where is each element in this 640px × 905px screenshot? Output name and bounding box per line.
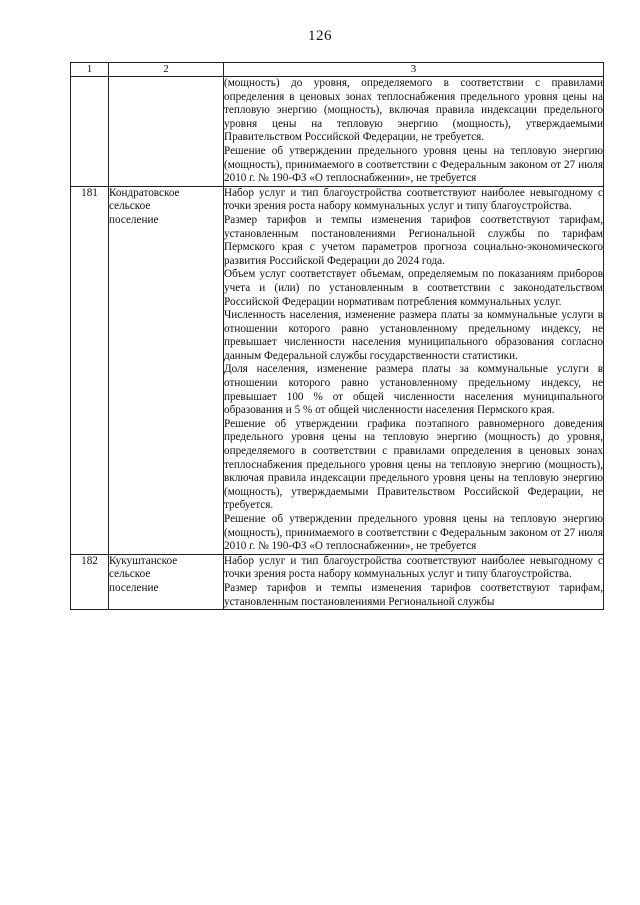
column-header-3: 3 <box>224 63 604 77</box>
conditions-paragraph: Набор услуг и тип благоустройства соответствуют наиболее невыгодному с точки зрения роста набору коммунальных услуг и типу благоустройства. <box>224 186 603 213</box>
municipality-name-line: Кукуштанское <box>109 554 178 567</box>
table-row <box>71 186 604 554</box>
document-table <box>70 62 604 610</box>
table-row <box>71 554 604 609</box>
table-body <box>71 77 604 610</box>
row-number: 181 <box>71 186 109 554</box>
column-header-1: 1 <box>71 63 109 77</box>
conditions-paragraph: Доля населения, изменение размера платы за коммунальные услуги в отношении которого равно установленному предельному индексу, не превышает 100 % от общей численности населения муниципального образования и 5 % от общей численности населения Пермского края. <box>224 363 603 417</box>
municipality-name-line: поселение <box>109 581 159 594</box>
table-row <box>71 77 604 187</box>
conditions-paragraph: Решение об утверждении предельного уровня цены на тепловую энергию (мощность), принимаемого в соответствии с Федеральным законом от 27 июля 2010 г. № 190-ФЗ «О теплоснабжении», не требуется <box>224 144 603 185</box>
row-number: 182 <box>71 554 109 609</box>
conditions-text <box>224 186 604 554</box>
conditions-text <box>224 77 604 187</box>
municipality-name-line: поселение <box>109 213 159 226</box>
conditions-paragraph: Набор услуг и тип благоустройства соответствуют наиболее невыгодному с точки зрения роста набору коммунальных услуг и типу благоустройства. <box>224 554 603 581</box>
conditions-paragraph: Объем услуг соответствует объемам, определяемым по показаниям приборов учета и (или) по установленным в соответствии с законодательством Российской Федерации нормативам потребления коммунальных услуг. <box>224 268 603 308</box>
conditions-paragraph: (мощность) до уровня, определяемого в соответствии с правилами определения в ценовых зонах теплоснабжения предельного уровня цены на тепловую энергию (мощность), включая правила индексации предельного уровня цены на тепловую энергию (мощность), утверждаемыми Правительством Российской Федерации, не требуется. <box>224 77 603 144</box>
row-number <box>71 77 109 187</box>
municipality-name-line: Кондратовское <box>109 186 180 199</box>
table-header-row <box>71 63 604 77</box>
municipality-name <box>109 554 224 609</box>
page-number: 126 <box>308 28 332 44</box>
conditions-paragraph: Размер тарифов и темпы изменения тарифов соответствуют тарифам, установленным постановлениями Региональной службы по тарифам Пермского края с учетом параметров прогноза социально-экономического развития Российской Федерации до 2024 года. <box>224 213 603 267</box>
municipality-name <box>109 186 224 554</box>
conditions-paragraph: Решение об утверждении предельного уровня цены на тепловую энергию (мощность), принимаемого в соответствии с Федеральным законом от 27 июля 2010 г. № 190-ФЗ «О теплоснабжении», не требуется <box>224 513 603 553</box>
conditions-text <box>224 554 604 609</box>
municipality-name-line: сельское <box>109 200 151 213</box>
conditions-paragraph: Решение об утверждении графика поэтапного равномерного доведения предельного уровня цены на тепловую энергию (мощность) до уровня, определяемого в соответствии с правилами определения в ценовых зонах теплоснабжения предельного уровня цены на тепловую энергию (мощность), включая правила индексации предельного уровня цены на тепловую энергию (мощность), утверждаемыми Правительством Российской Федерации, не требуется. <box>224 417 603 512</box>
municipality-name <box>109 77 224 187</box>
municipality-name-line: сельское <box>109 568 151 581</box>
conditions-paragraph: Численность населения, изменение размера платы за коммунальные услуги в отношении которого равно установленному предельному индексу, не превышает численности населения муниципального образования согласно данным Федеральной службы государственности статистики. <box>224 309 603 362</box>
column-header-2: 2 <box>109 63 224 77</box>
conditions-paragraph: Размер тарифов и темпы изменения тарифов соответствуют тарифам, установленным постановлениями Региональной службы <box>224 581 603 608</box>
